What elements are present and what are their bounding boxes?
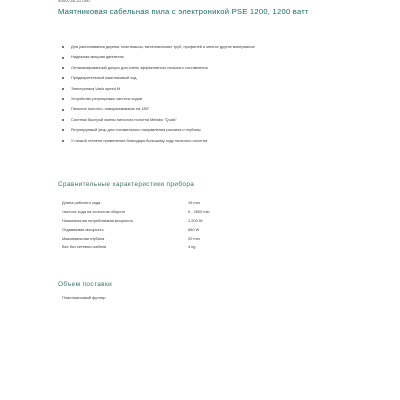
list-item: Пластмассовый футляр	[62, 295, 106, 300]
spec-label: Вес без сетевого кабеля	[62, 244, 107, 250]
feature-item: Система быстрой смены пильного полотна Metabo "Quick"	[62, 115, 362, 125]
spec-label: Максимальная глубина	[62, 235, 105, 241]
spec-label: Номинальная потребляемая мощность	[62, 217, 133, 223]
feature-item: У низкой степени применения благодаря большому ходу пильного полотна	[62, 136, 362, 146]
table-row	[62, 216, 262, 225]
spec-label: Длина рабочего хода	[62, 199, 101, 205]
spec-value: 19 mm	[188, 199, 200, 205]
table-row	[62, 225, 262, 234]
scope-heading: Объем поставки	[58, 281, 113, 288]
feature-item: Устройство регулировки частоты ходов	[62, 94, 362, 104]
table-row	[62, 198, 262, 207]
feature-item: Надежная мощная двигатель	[62, 52, 362, 62]
table-row	[62, 242, 262, 251]
spec-value: 4 kg	[188, 244, 196, 250]
feature-list	[62, 42, 362, 146]
feature-item: Оптимизированный допуск для очень эффективного пильного составления	[62, 63, 362, 73]
specs-heading: Сравнительные характеристики прибора	[58, 181, 195, 188]
spec-value: 650 W	[188, 226, 200, 232]
feature-item: Регулируемый упор для оптимального направления распила и глубины	[62, 125, 362, 135]
feature-item: Предварительный маятниковый ход	[62, 73, 362, 83]
spec-value: 1.200 W	[188, 217, 203, 223]
table-row	[62, 207, 262, 216]
specs-table	[62, 198, 262, 251]
feature-item: Пильное полотно, поворачиваемое на 180°	[62, 104, 362, 114]
scope-list	[62, 294, 105, 302]
spec-value: 20 mm	[188, 235, 200, 241]
page-title: Маятниковая сабельная пила с электроникой PSE 1200, 1200 ватт	[58, 7, 309, 16]
article-number: 4000726.21 000	[58, 0, 90, 3]
feature-item: Для распиливания дерева, пластмассы, металлических труб, профилей и многих других материалов	[62, 42, 362, 52]
spec-label: Отдаваемая мощность	[62, 226, 104, 232]
spec-label: Частота хода на холостом обороте	[62, 208, 126, 214]
spec-value: 0 - 2600 min	[188, 208, 210, 214]
feature-item: Электроника Vario speed M	[62, 84, 362, 94]
table-row	[62, 234, 262, 243]
